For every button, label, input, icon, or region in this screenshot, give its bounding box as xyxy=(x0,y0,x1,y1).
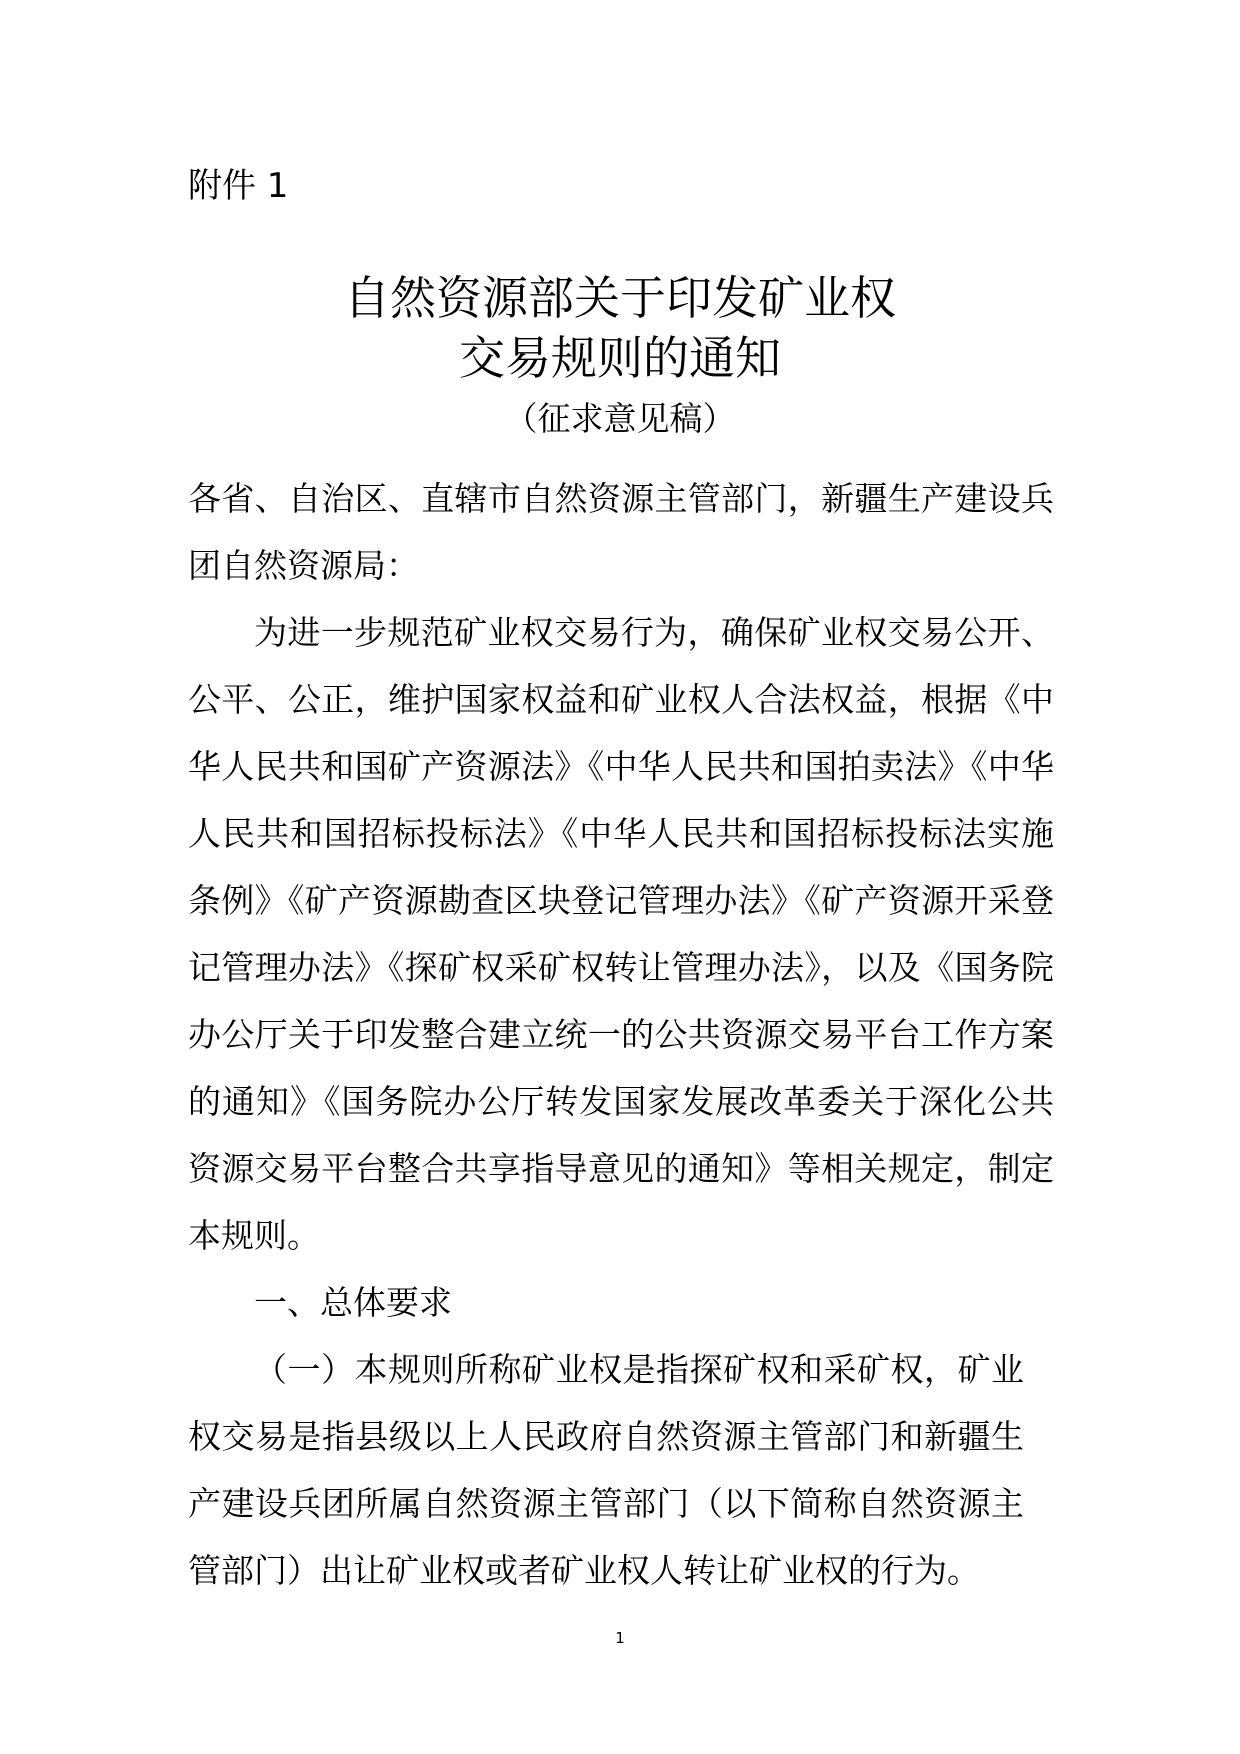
document-body xyxy=(188,465,1054,1604)
draft-subtitle: （征求意见稿） xyxy=(504,399,736,438)
title-line-1: 自然资源部关于印发矿业权 xyxy=(344,271,896,325)
clause-1: （一）本规则所称矿业权是指探矿权和采矿权，矿业权交易是指县级以上人民政府自然资源主管部门和新疆生产建设兵团所属自然资源主管部门（以下简称自然资源主管部门）出让矿业权或者矿业权人转让矿业权的行为。 xyxy=(188,1350,1024,1590)
section-heading: 一、总体要求 xyxy=(254,1283,452,1322)
document-title xyxy=(0,268,1240,444)
attachment-label: 附件 1 xyxy=(188,166,289,206)
salutation: 各省、自治区、直辖市自然资源主管部门，新疆生产建设兵团自然资源局： xyxy=(188,479,1054,585)
intro-paragraph: 为进一步规范矿业权交易行为，确保矿业权交易公开、公平、公正，维护国家权益和矿业权人合法权益，根据《中华人民共和国矿产资源法》《中华人民共和国拍卖法》《中华人民共和国招标投标法》《中华人民共和国招标投标法实施条例》《矿产资源勘查区块登记管理办法》《矿产资源开采登记管理办法》《探矿权采矿权转让管理办法》，以及《国务院办公厅关于印发整合建立统一的公共资源交易平台工作方案的通知》《国务院办公厅转发国家发展改革委关于深化公共资源交易平台整合共享指导意见的通知》等相关规定，制定本规则。 xyxy=(188,613,1054,1255)
title-line-2: 交易规则的通知 xyxy=(459,331,781,385)
page-number: 1 xyxy=(615,1629,625,1647)
